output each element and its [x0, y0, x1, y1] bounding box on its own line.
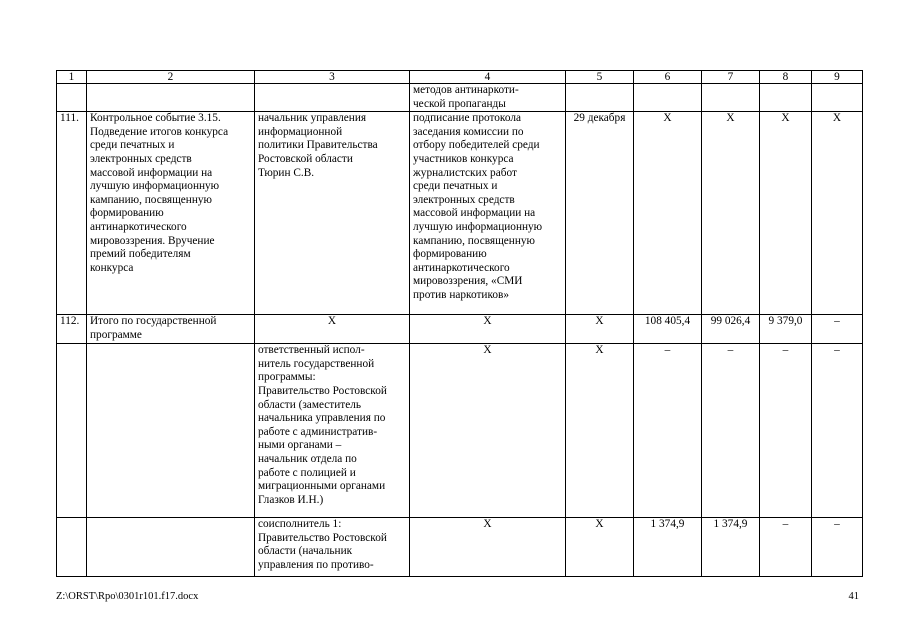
header-cell: 4 — [410, 71, 566, 84]
header-cell: 8 — [760, 71, 812, 84]
event-name-cell: Контрольное событие 3.15. Подведение итогов конкурса среди печатных и электронных средств массовой информации на лучшую информационную кампанию, посвященную формированию антинаркотического мировоззрения. Вручение премий победителям конкурса — [87, 112, 255, 315]
value-cell: Х — [410, 344, 566, 518]
value-cell: – — [812, 344, 863, 518]
value-cell: – — [760, 518, 812, 577]
value-cell: – — [812, 315, 863, 344]
value-cell: Х — [566, 344, 634, 518]
page-number: 41 — [848, 591, 859, 602]
row-number: 112. — [57, 315, 87, 344]
value-cell: 99 026,4 — [702, 315, 760, 344]
result-cell: подписание протокола заседания комиссии по отбору победителей среди участников конкурса журналистских работ среди печатных и электронных средств массовой информации на лучшую информационную кампанию, посвященную формированию антинаркотического мировоззрения, «СМИ против наркотиков» — [410, 112, 566, 315]
value-cell: Х — [634, 112, 702, 315]
value-cell: 9 379,0 — [760, 315, 812, 344]
value-cell: 1 374,9 — [634, 518, 702, 577]
value-cell: Х — [812, 112, 863, 315]
result-cell: методов антинаркоти- ческой пропаганды — [410, 84, 566, 112]
table-row — [57, 518, 863, 577]
header-cell: 7 — [702, 71, 760, 84]
header-cell: 9 — [812, 71, 863, 84]
value-cell: Х — [760, 112, 812, 315]
value-cell: 1 374,9 — [702, 518, 760, 577]
row-number: 111. — [57, 112, 87, 315]
table-row — [57, 84, 863, 112]
value-cell: – — [702, 344, 760, 518]
value-cell: – — [760, 344, 812, 518]
event-name-cell: Итого по государственной программе — [87, 315, 255, 344]
table-row — [57, 112, 863, 315]
date-cell: 29 декабря — [566, 112, 634, 315]
value-cell: Х — [410, 518, 566, 577]
header-cell: 3 — [255, 71, 410, 84]
executor-cell: ответственный испол- нитель государственной программы: Правительство Ростовской области (заместитель начальника управления по работе с административ- ными органами – начальник отдела по работе с полицией и миграционными органами Глазков И.Н.) — [255, 344, 410, 518]
value-cell: Х — [410, 315, 566, 344]
value-cell: 108 405,4 — [634, 315, 702, 344]
header-cell: 6 — [634, 71, 702, 84]
value-cell: – — [634, 344, 702, 518]
header-cell: 1 — [57, 71, 87, 84]
table-row — [57, 315, 863, 344]
header-row — [57, 71, 863, 84]
value-cell: Х — [255, 315, 410, 344]
value-cell: Х — [566, 315, 634, 344]
executor-cell: соисполнитель 1: Правительство Ростовской области (начальник управления по противо- — [255, 518, 410, 577]
table-row — [57, 344, 863, 518]
responsible-cell: начальник управления информационной политики Правительства Ростовской области Тюрин С.В. — [255, 112, 410, 315]
program-table — [56, 70, 863, 577]
header-cell: 5 — [566, 71, 634, 84]
value-cell: Х — [702, 112, 760, 315]
value-cell: – — [812, 518, 863, 577]
footer-file-path: Z:\ORST\Rpo\0301r101.f17.docx — [56, 591, 199, 602]
value-cell: Х — [566, 518, 634, 577]
header-cell: 2 — [87, 71, 255, 84]
